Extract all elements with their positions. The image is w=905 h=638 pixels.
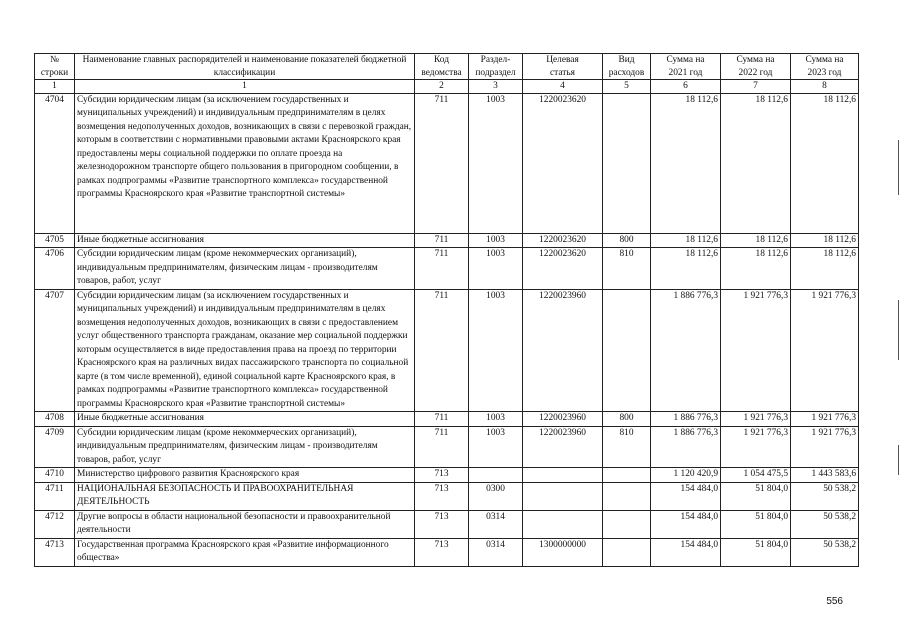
row-sum-2023: 50 538,2 — [791, 482, 859, 510]
row-kind — [603, 510, 651, 538]
row-sum-2022: 1 921 776,3 — [721, 412, 791, 427]
row-name: Иные бюджетные ассигнования — [75, 412, 415, 427]
row-sum-2022: 51 804,0 — [721, 482, 791, 510]
column-index: 2 — [415, 80, 469, 94]
row-section: 0314 — [469, 510, 523, 538]
binder-edge-mark — [898, 300, 899, 360]
row-num: 4709 — [35, 426, 75, 468]
row-sum-2022: 1 921 776,3 — [721, 289, 791, 412]
row-kind — [603, 289, 651, 412]
row-kind — [603, 482, 651, 510]
row-section — [469, 468, 523, 483]
row-section: 1003 — [469, 412, 523, 427]
row-num: 4711 — [35, 482, 75, 510]
row-num: 4705 — [35, 233, 75, 248]
table-row — [35, 426, 859, 468]
budget-table — [34, 53, 859, 567]
row-sum-2023: 1 443 583,6 — [791, 468, 859, 483]
row-code: 711 — [415, 412, 469, 427]
row-name: Другие вопросы в области национальной безопасности и правоохранительной деятельности — [75, 510, 415, 538]
row-name: Субсидии юридическим лицам (кроме некоммерческих организаций), индивидуальным предпринимателям, физическим лицам - производителям товаров, работ, услуг — [75, 248, 415, 290]
row-num: 4710 — [35, 468, 75, 483]
row-sum-2023: 18 112,6 — [791, 93, 859, 233]
row-code: 711 — [415, 289, 469, 412]
row-sum-2022: 18 112,6 — [721, 93, 791, 233]
row-sum-2021: 154 484,0 — [651, 538, 721, 566]
row-section: 0300 — [469, 482, 523, 510]
column-index-row — [35, 80, 859, 94]
row-sum-2021: 18 112,6 — [651, 93, 721, 233]
header-sum-2022: Сумма на 2022 год — [721, 54, 791, 80]
column-index: 1 — [75, 80, 415, 94]
row-num: 4713 — [35, 538, 75, 566]
row-kind: 800 — [603, 233, 651, 248]
row-sum-2021: 18 112,6 — [651, 233, 721, 248]
row-sum-2023: 18 112,6 — [791, 233, 859, 248]
column-index: 5 — [603, 80, 651, 94]
row-num: 4707 — [35, 289, 75, 412]
row-section: 1003 — [469, 248, 523, 290]
row-name: Министерство цифрового развития Красноярского края — [75, 468, 415, 483]
row-sum-2023: 50 538,2 — [791, 510, 859, 538]
row-name: Субсидии юридическим лицам (за исключением государственных и муниципальных учреждений) и индивидуальным предпринимателям в целях возмещения недополученных доходов, возникающих в связи с перевозкой граждан, которым в соответствии с нормативными правовыми актами Красноярского края предоставлены меры социальной поддержки по оплате проезда на железнодорожном транспорте общего пользования в пригородном сообщении, в рамках подпрограммы «Развитие транспортного комплекса» государственной программы Красноярского края «Развитие транспортной системы» — [75, 93, 415, 233]
row-kind: 810 — [603, 426, 651, 468]
row-num: 4704 — [35, 93, 75, 233]
row-code: 713 — [415, 468, 469, 483]
row-kind — [603, 93, 651, 233]
row-sum-2023: 50 538,2 — [791, 538, 859, 566]
row-target: 1220023620 — [523, 248, 603, 290]
row-code: 711 — [415, 93, 469, 233]
row-kind — [603, 468, 651, 483]
row-name: Иные бюджетные ассигнования — [75, 233, 415, 248]
row-target: 1300000000 — [523, 538, 603, 566]
column-index: 8 — [791, 80, 859, 94]
row-sum-2022: 51 804,0 — [721, 510, 791, 538]
column-index: 3 — [469, 80, 523, 94]
row-code: 711 — [415, 248, 469, 290]
column-index: 1 — [35, 80, 75, 94]
row-kind: 800 — [603, 412, 651, 427]
row-kind: 810 — [603, 248, 651, 290]
column-index: 4 — [523, 80, 603, 94]
row-target: 1220023960 — [523, 289, 603, 412]
row-code: 713 — [415, 482, 469, 510]
row-code: 713 — [415, 538, 469, 566]
row-sum-2021: 154 484,0 — [651, 510, 721, 538]
row-sum-2022: 51 804,0 — [721, 538, 791, 566]
column-index: 6 — [651, 80, 721, 94]
row-sum-2021: 1 886 776,3 — [651, 412, 721, 427]
table-row — [35, 510, 859, 538]
table-row — [35, 93, 859, 233]
header-sum-2021: Сумма на 2021 год — [651, 54, 721, 80]
row-code: 713 — [415, 510, 469, 538]
row-code: 711 — [415, 233, 469, 248]
row-num: 4708 — [35, 412, 75, 427]
table-row — [35, 248, 859, 290]
row-sum-2021: 1 120 420,9 — [651, 468, 721, 483]
row-code: 711 — [415, 426, 469, 468]
header-code: Код ведомства — [415, 54, 469, 80]
table-row — [35, 412, 859, 427]
table-row — [35, 289, 859, 412]
header-kind: Вид расходов — [603, 54, 651, 80]
row-target — [523, 468, 603, 483]
row-sum-2021: 154 484,0 — [651, 482, 721, 510]
row-sum-2021: 1 886 776,3 — [651, 426, 721, 468]
row-target — [523, 510, 603, 538]
row-target: 1220023620 — [523, 93, 603, 233]
row-section: 0314 — [469, 538, 523, 566]
row-target: 1220023960 — [523, 412, 603, 427]
header-row — [35, 54, 859, 80]
row-section: 1003 — [469, 93, 523, 233]
header-sum-2023: Сумма на 2023 год — [791, 54, 859, 80]
header-section: Раздел- подраздел — [469, 54, 523, 80]
header-target: Целевая статья — [523, 54, 603, 80]
row-name: Государственная программа Красноярского края «Развитие информационного общества» — [75, 538, 415, 566]
row-kind — [603, 538, 651, 566]
row-sum-2022: 18 112,6 — [721, 233, 791, 248]
row-name: Субсидии юридическим лицам (за исключением государственных и муниципальных учреждений) и индивидуальным предпринимателям в целях возмещения недополученных доходов, возникающих в связи с предоставлением услуг общественного транспорта гражданам, оказание мер социальной поддержки которым осуществляется в виде предоставления права на проезд по территории Красноярского края на различных видах пассажирского транспорта по социальной карте (в том числе временной), единой социальной карте Красноярского края, в рамках подпрограммы «Развитие транспортного комплекса» государственной программы Красноярского края «Развитие транспортной системы» — [75, 289, 415, 412]
header-name: Наименование главных распорядителей и наименование показателей бюджетной классификации — [75, 54, 415, 80]
row-sum-2022: 18 112,6 — [721, 248, 791, 290]
row-section: 1003 — [469, 426, 523, 468]
row-target — [523, 482, 603, 510]
row-name: Субсидии юридическим лицам (кроме некоммерческих организаций), индивидуальным предпринимателям, физическим лицам - производителям товаров, работ, услуг — [75, 426, 415, 468]
row-num: 4712 — [35, 510, 75, 538]
binder-edge-mark — [898, 445, 899, 475]
row-target: 1220023960 — [523, 426, 603, 468]
table-row — [35, 468, 859, 483]
row-section: 1003 — [469, 289, 523, 412]
row-sum-2022: 1 921 776,3 — [721, 426, 791, 468]
row-name: НАЦИОНАЛЬНАЯ БЕЗОПАСНОСТЬ И ПРАВООХРАНИТЕЛЬНАЯ ДЕЯТЕЛЬНОСТЬ — [75, 482, 415, 510]
page-number: 556 — [826, 596, 843, 607]
row-sum-2023: 1 921 776,3 — [791, 289, 859, 412]
column-index: 7 — [721, 80, 791, 94]
row-target: 1220023620 — [523, 233, 603, 248]
row-sum-2021: 1 886 776,3 — [651, 289, 721, 412]
row-section: 1003 — [469, 233, 523, 248]
row-num: 4706 — [35, 248, 75, 290]
table-row — [35, 482, 859, 510]
header-num: № строки — [35, 54, 75, 80]
table-row — [35, 233, 859, 248]
row-sum-2023: 1 921 776,3 — [791, 426, 859, 468]
row-sum-2023: 1 921 776,3 — [791, 412, 859, 427]
row-sum-2021: 18 112,6 — [651, 248, 721, 290]
binder-edge-mark — [898, 140, 899, 195]
row-sum-2023: 18 112,6 — [791, 248, 859, 290]
table-row — [35, 538, 859, 566]
row-sum-2022: 1 054 475,5 — [721, 468, 791, 483]
